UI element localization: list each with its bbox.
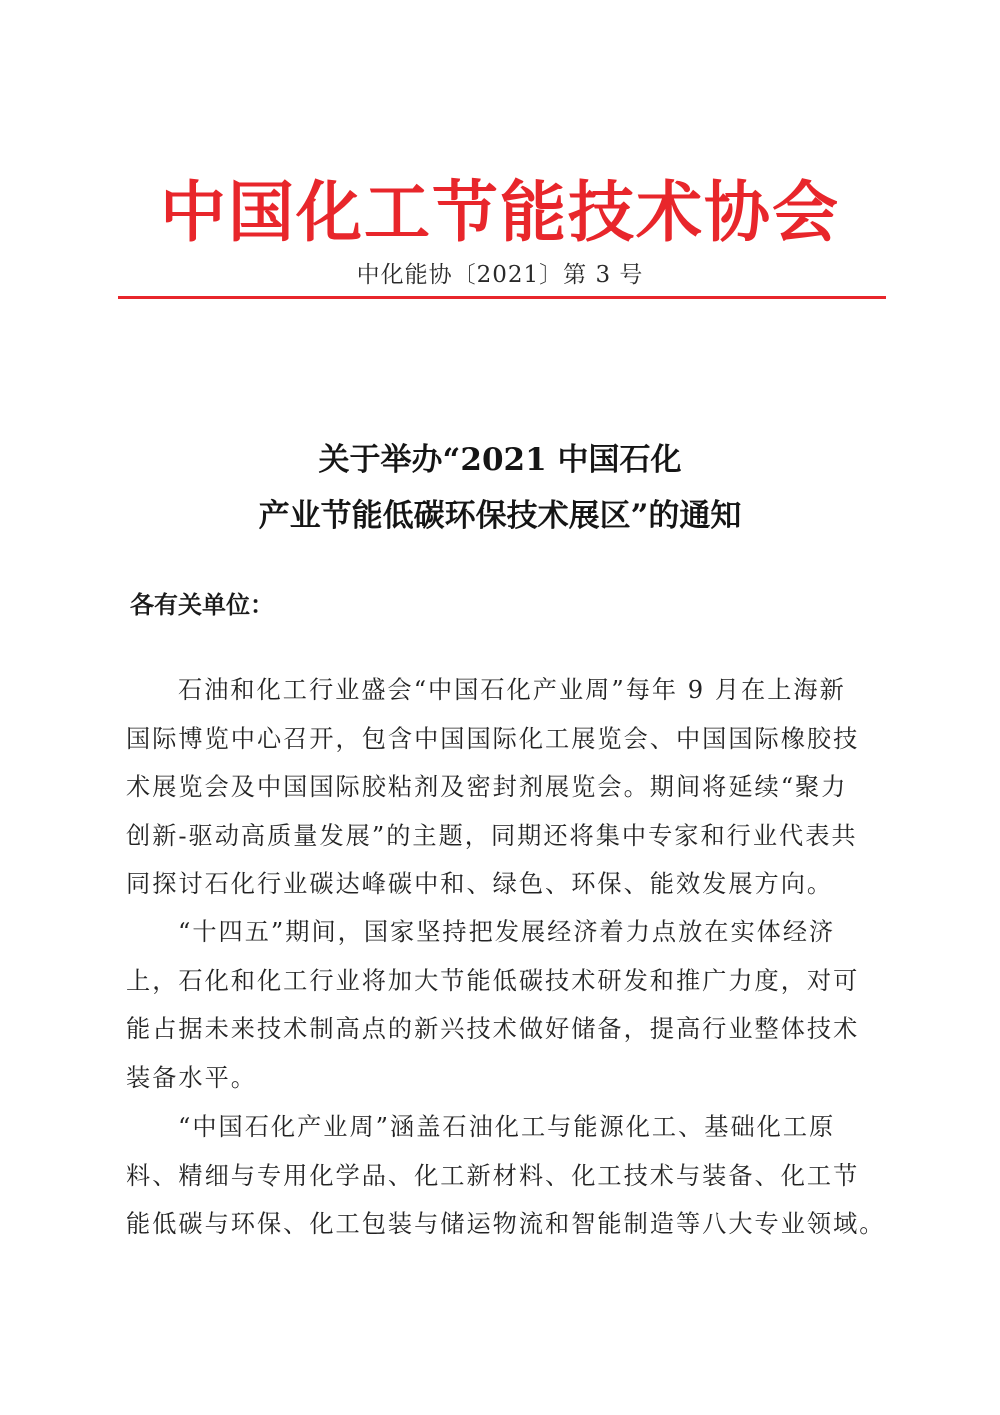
paragraph-line: 术展览会及中国国际胶粘剂及密封剂展览会。期间将延续“聚力 [126,773,848,801]
paragraph-2 [126,908,866,1102]
notice-title-line-2: 产业节能低碳环保技术展区”的通知 [258,498,742,534]
paragraph-line: 料、精细与专用化学品、化工新材料、化工技术与装备、化工节 [126,1161,860,1190]
paragraph-line: 创新-驱动高质量发展”的主题，同期还将集中专家和行业代表共 [126,821,858,850]
paragraph-line: 能占据未来技术制高点的新兴技术做好储备，提高行业整体技术 [126,1015,860,1043]
paragraph-1 [126,666,866,909]
notice-title-line-1: 关于举办“2021 中国石化 [318,442,682,478]
salutation: 各有关单位： [130,591,274,619]
paragraph-line: 同探讨石化行业碳达峰碳中和、绿色、环保、能效发展方向。 [126,870,834,898]
paragraph-line: 国际博览中心召开，包含中国国际化工展览会、中国国际橡胶技 [126,724,860,753]
paragraph-line: 上，石化和化工行业将加大节能低碳技术研发和推广力度，对可 [126,966,860,995]
document-number: 中化能协〔2021〕第 3 号 [356,262,644,288]
notice-title [0,432,1000,544]
paragraph-line: 装备水平。 [126,1063,257,1092]
paragraph-3 [126,1103,886,1249]
paragraph-line: “中国石化产业周”涵盖石油化工与能源化工、基础化工原 [178,1113,836,1141]
paragraph-line: “十四五”期间，国家坚持把发展经济着力点放在实体经济 [178,918,836,946]
organization-name: 中国化工节能技术协会 [160,174,840,251]
paragraph-line: 能低碳与环保、化工包装与储运物流和智能制造等八大专业领域。 [126,1210,886,1238]
paragraph-line: 石油和化工行业盛会“中国石化产业周”每年 9 月在上海新 [178,676,846,704]
header-divider [118,296,886,299]
